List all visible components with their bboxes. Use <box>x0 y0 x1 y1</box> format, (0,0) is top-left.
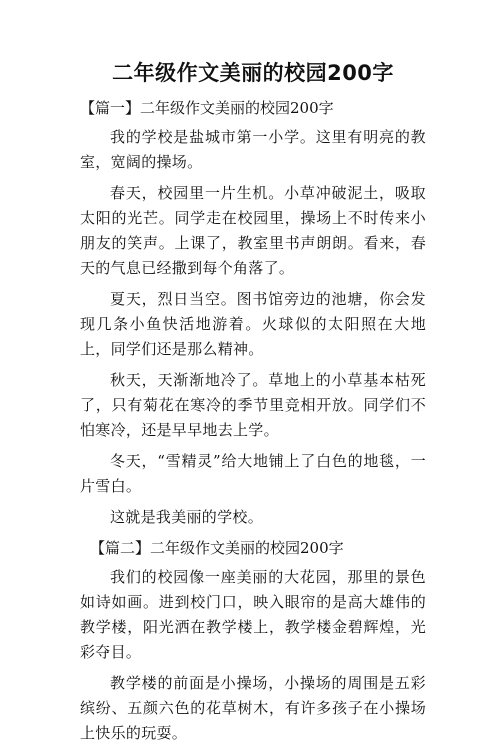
section-one <box>80 96 426 530</box>
section-heading: 【篇二】二年级作文美丽的校园200字 <box>90 539 344 557</box>
paragraph: 冬天，“雪精灵”给大地铺上了白色的地毯，一片雪白。 <box>80 452 426 495</box>
paragraph: 我们的校园像一座美丽的大花园，那里的景色如诗如画。进到校门口，映入眼帘的是高大雄伟的教学楼，阳光洒在教学楼上，教学楼金碧辉煌，光彩夺目。 <box>80 568 426 661</box>
paragraph: 这就是我美丽的学校。 <box>110 508 264 526</box>
paragraph: 春天，校园里一片生机。小草冲破泥土，吸取太阳的光芒。同学走在校园里，操场上不时传来小朋友的笑声。上课了，教室里书声朗朗。看来，春天的气息已经撒到每个角落了。 <box>80 184 426 277</box>
paragraph: 秋天，天渐渐地冷了。草地上的小草基本枯死了，只有菊花在寒冷的季节里竞相开放。同学们不怕寒冷，还是早早地去上学。 <box>80 371 426 439</box>
section-heading: 【篇一】二年级作文美丽的校园200字 <box>80 99 334 117</box>
section-two <box>80 536 426 746</box>
paragraph: 教学楼的前面是小操场，小操场的周围是五彩缤纷、五颜六色的花草树木，有许多孩子在小操场上快乐的玩耍。 <box>80 674 426 742</box>
document-title: 二年级作文美丽的校园200字 <box>112 61 394 85</box>
paragraph: 我的学校是盐城市第一小学。这里有明亮的教室，宽阔的操场。 <box>80 128 426 171</box>
paragraph: 夏天，烈日当空。图书馆旁边的池塘，你会发现几条小鱼快活地游着。火球似的太阳照在大地上，同学们还是那么精神。 <box>80 290 426 358</box>
